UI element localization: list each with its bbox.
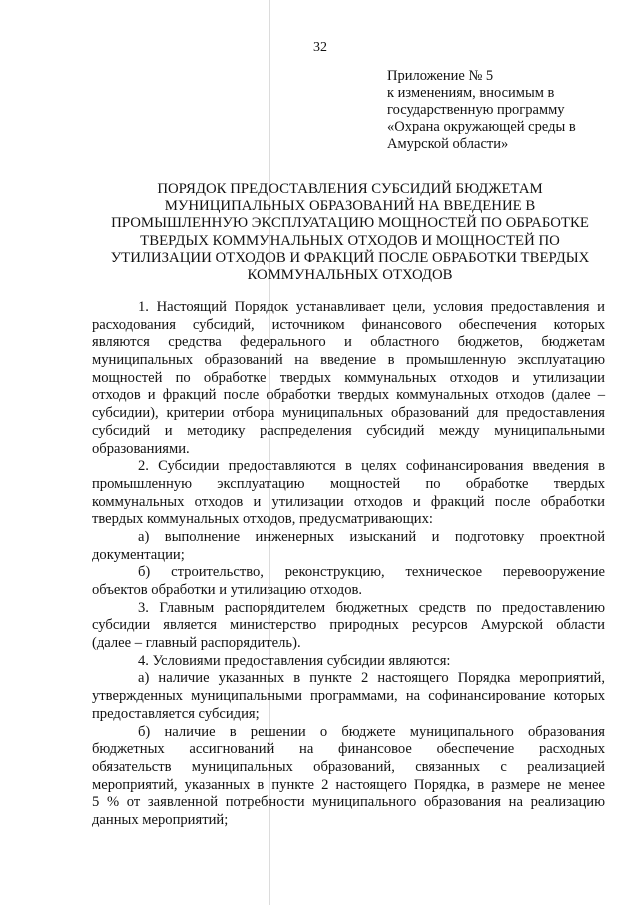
appendix-block: [387, 68, 627, 153]
body-line: объектов обработки и утилизацию отходов.: [92, 582, 363, 598]
body-line: а) наличие указанных в пункте 2 настоящего Порядка мероприятий,: [138, 670, 605, 687]
body-line: б) наличие в решении о бюджете муниципального образования: [138, 723, 605, 740]
body-line: а) выполнение инженерных изысканий и подготовку проектной: [138, 528, 605, 545]
body-line: промышленную эксплуатацию мощностей по обработке твердых: [92, 475, 605, 492]
body-line: бюджетных ассигнований на финансовое обеспечение расходных: [92, 741, 605, 758]
body-line: расходования субсидий, источником финансового обеспечения которых: [92, 316, 605, 333]
body-line: мощностей по обработке твердых коммунальных отходов и утилизации: [92, 369, 605, 386]
body-line: предоставляется субсидия;: [92, 705, 260, 722]
body-line: утвержденных муниципальными программами, на софинансирование которых: [92, 688, 605, 705]
body-line: муниципальных образований на введение в промышленную эксплуатацию: [92, 352, 605, 369]
body-line: 4. Условиями предоставления субсидии являются:: [138, 652, 451, 669]
body-line: 1. Настоящий Порядок устанавливает цели, условия предоставления и: [138, 299, 605, 315]
body-line: образованиями.: [92, 440, 190, 457]
body-line: 3. Главным распорядителем бюджетных средств по предоставлению: [138, 599, 605, 616]
title-line: УТИЛИЗАЦИИ ОТХОДОВ И ФРАКЦИЙ ПОСЛЕ ОБРАБОТКИ ТВЕРДЫХ: [110, 249, 590, 266]
body-line: данных мероприятий;: [92, 811, 229, 828]
body-line: (далее – главный распорядитель).: [92, 635, 301, 652]
body-line: документации;: [92, 546, 185, 563]
body-line: мероприятий, указанных в пункте 2 настоящего Порядка, в размере не менее: [92, 776, 605, 793]
body-line: отходов и фракций после обработки твердых коммунальных отходов (далее –: [92, 387, 605, 404]
body-line: являются средства федерального и областного бюджетов, бюджетам: [92, 334, 605, 351]
title-line: ПРОМЫШЛЕННУЮ ЭКСПЛУАТАЦИЮ МОЩНОСТЕЙ ПО ОБРАБОТКЕ: [111, 215, 589, 232]
title-line: МУНИЦИПАЛЬНЫХ ОБРАЗОВАНИЙ НА ВВЕДЕНИЕ В: [164, 198, 536, 215]
appendix-line: Амурской области»: [387, 136, 509, 152]
appendix-line: к изменениям, вносимым в: [387, 85, 555, 101]
title-line: КОММУНАЛЬНЫХ ОТХОДОВ: [247, 267, 453, 284]
body-line: обязательств муниципальных образований, связанных с реализацией: [92, 758, 605, 775]
appendix-line: «Охрана окружающей среды в: [387, 119, 576, 135]
body-line: субсидии является министерство природных ресурсов Амурской области: [92, 617, 605, 634]
appendix-line: Приложение № 5: [387, 68, 494, 84]
body-line: субсидии), критерии отбора муниципальных образований для предоставления: [92, 405, 605, 422]
body-line: 2. Субсидии предоставляются в целях софинансирования введения в: [138, 458, 605, 475]
body-line: б) строительство, реконструкцию, техническое перевооружение: [138, 564, 605, 581]
body-line: твердых коммунальных отходов, предусматривающих:: [92, 511, 433, 528]
body-line: коммунальных отходов и утилизации отходов и фракций после обработки: [92, 493, 605, 510]
title-line: ПОРЯДОК ПРЕДОСТАВЛЕНИЯ СУБСИДИЙ БЮДЖЕТАМ: [157, 181, 543, 197]
body-text: [92, 299, 605, 830]
body-line: 5 % от заявленной потребности муниципального образования на реализацию: [92, 794, 605, 811]
body-line: субсидий и методику распределения субсидий между муниципальными: [92, 422, 605, 439]
appendix-line: государственную программу: [387, 102, 565, 118]
title-line: ТВЕРДЫХ КОММУНАЛЬНЫХ ОТХОДОВ И МОЩНОСТЕЙ ПО: [140, 232, 560, 249]
page-number: 32: [313, 40, 327, 55]
document-title: [90, 181, 610, 284]
